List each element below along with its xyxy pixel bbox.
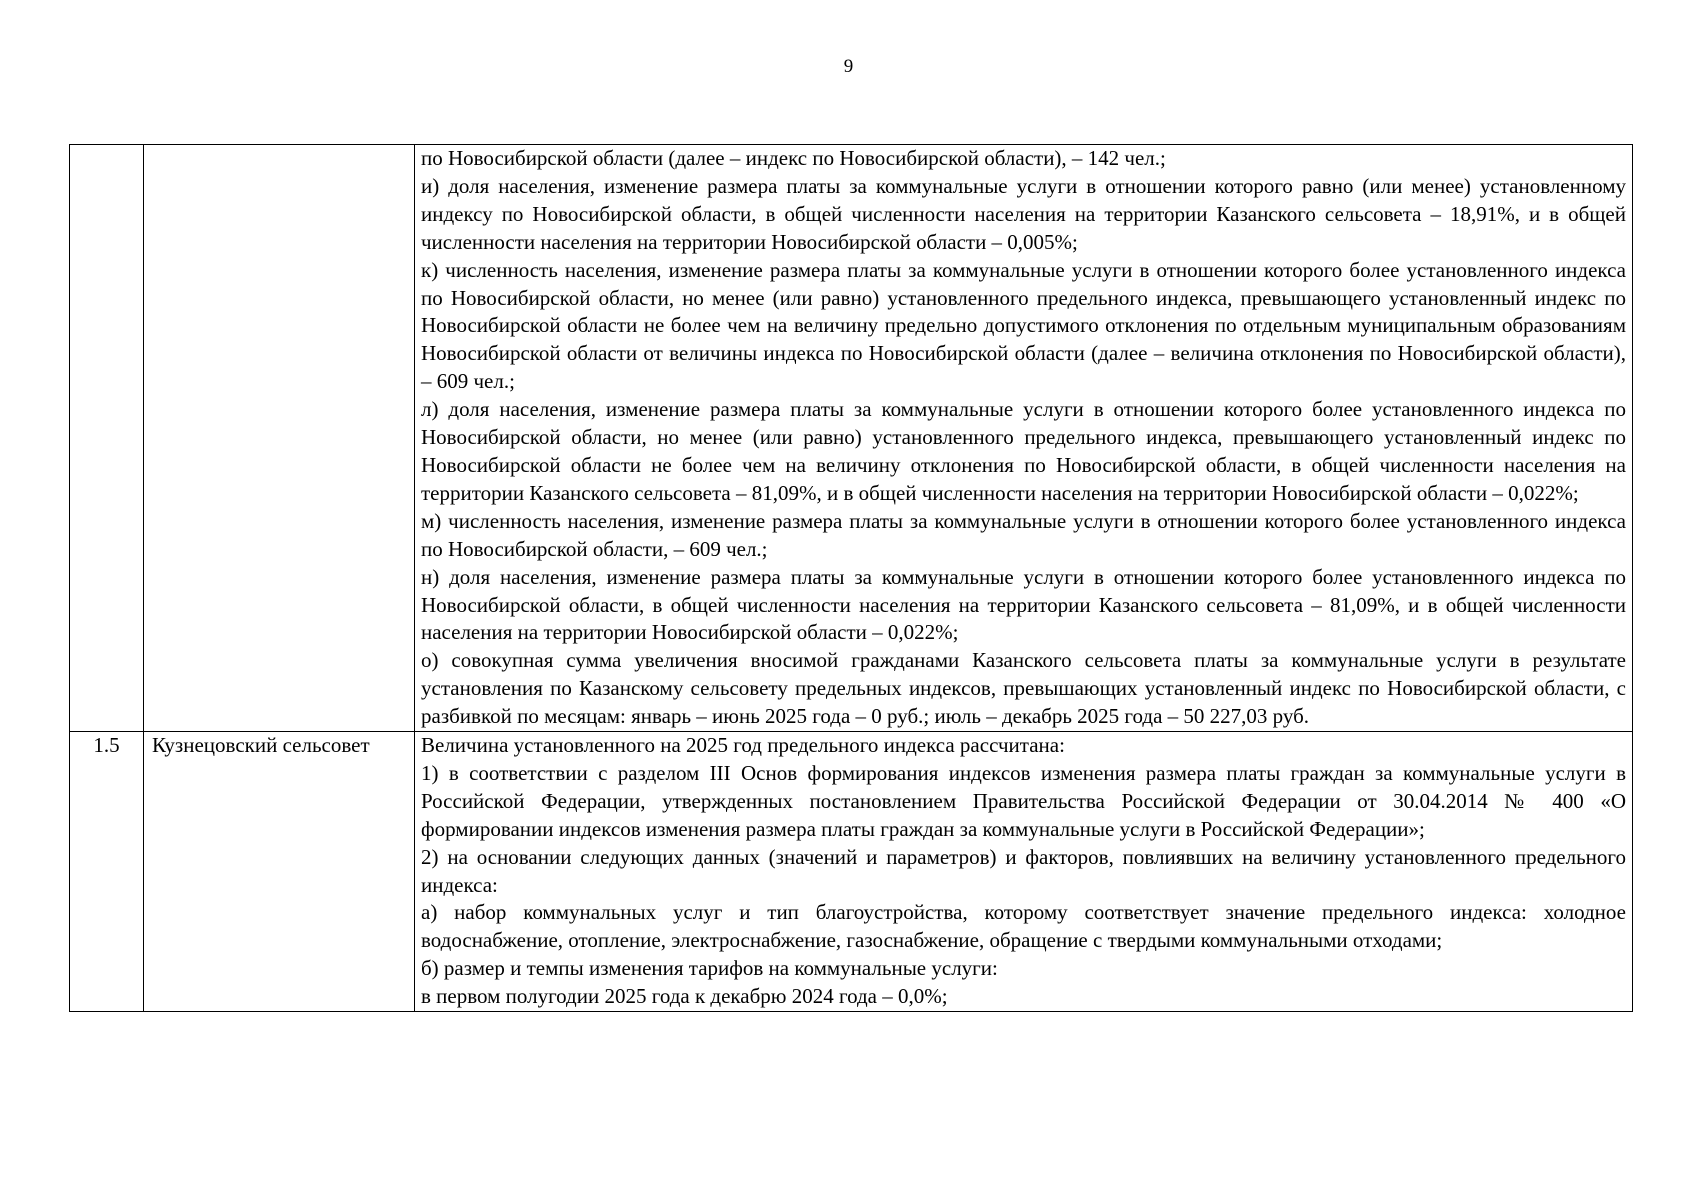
paragraph-item-1: 1) в соответствии с разделом III Основ формирования индексов изменения размера платы граждан за коммунальные услуги в Российской Федерации, утвержденных постановлением Правительства Российской Федерации от 30.04.2014 № 400 «О формировании индексов изменения размера платы граждан за коммунальные услуги в Российской Федерации»; bbox=[421, 760, 1626, 841]
paragraph-item-m: м) численность населения, изменение размера платы за коммунальные услуги в отношении которого более установленного индекса по Новосибирской области, – 609 чел.; bbox=[421, 508, 1626, 561]
row-number-cell: 1.5 bbox=[70, 732, 144, 1012]
paragraph-item-n: н) доля населения, изменение размера платы за коммунальные услуги в отношении которого более установленного индекса по Новосибирской области, в общей численности населения на территории Казанского сельсовета – 81,09%, и в общей численности населения на территории Новосибирской области – 0,022%; bbox=[421, 564, 1626, 645]
table-row-continuation bbox=[70, 145, 1633, 732]
table-row-kuznetsovsky bbox=[70, 732, 1633, 1012]
paragraph-item-o: о) совокупная сумма увеличения вносимой гражданами Казанского сельсовета платы за коммунальные услуги в результате установления по Казанскому сельсовету предельных индексов, превышающих установленный индекс по Новосибирской области, с разбивкой по месяцам: январь – июнь 2025 года – 0 руб.; июль – декабрь 2025 года – 50 227,03 руб. bbox=[421, 648, 1626, 729]
paragraph: по Новосибирской области (далее – индекс по Новосибирской области), – 142 чел.; bbox=[421, 146, 1166, 170]
description-cell bbox=[415, 732, 1633, 1012]
paragraph-first-half-year: в первом полугодии 2025 года к декабрю 2024 года – 0,0%; bbox=[421, 984, 948, 1009]
paragraph-item-b: б) размер и темпы изменения тарифов на коммунальные услуги: bbox=[421, 956, 998, 981]
paragraph-item-2: 2) на основании следующих данных (значений и параметров) и факторов, повлиявших на величину установленного предельного индекса: bbox=[421, 844, 1626, 897]
paragraph-item-i: и) доля населения, изменение размера платы за коммунальные услуги в отношении которого равно (или менее) установленному индексу по Новосибирской области, в общей численности населения на территории Казанского сельсовета – 18,91%, и в общей численности населения на территории Новосибирской области – 0,005%; bbox=[421, 173, 1626, 254]
municipality-name-cell bbox=[144, 145, 415, 732]
description-cell bbox=[415, 145, 1633, 732]
municipality-name-cell: Кузнецовский сельсовет bbox=[144, 732, 415, 1012]
document-table bbox=[69, 144, 1633, 1012]
paragraph-item-l: л) доля населения, изменение размера платы за коммунальные услуги в отношении которого более установленного индекса по Новосибирской области, но менее (или равно) установленного предельного индекса, превышающего установленный индекс по Новосибирской области не более чем на величину отклонения по Новосибирской области, в общей численности населения на территории Казанского сельсовета – 81,09%, и в общей численности населения на территории Новосибирской области – 0,022%; bbox=[421, 397, 1626, 505]
paragraph-intro: Величина установленного на 2025 год предельного индекса рассчитана: bbox=[421, 733, 1065, 758]
page-number: 9 bbox=[843, 56, 854, 77]
paragraph-item-a: а) набор коммунальных услуг и тип благоустройства, которому соответствует значение предельного индекса: холодное водоснабжение, отопление, электроснабжение, газоснабжение, обращение с твердыми коммунальными отходами; bbox=[421, 900, 1626, 953]
paragraph-item-k: к) численность населения, изменение размера платы за коммунальные услуги в отношении которого более установленного индекса по Новосибирской области, но менее (или равно) установленного предельного индекса, превышающего установленный индекс по Новосибирской области не более чем на величину предельно допустимого отклонения по отдельным муниципальным образованиям Новосибирской области от величины индекса по Новосибирской области (далее – величина отклонения по Новосибирской области), – 609 чел.; bbox=[421, 257, 1626, 394]
row-number-cell bbox=[70, 145, 144, 732]
